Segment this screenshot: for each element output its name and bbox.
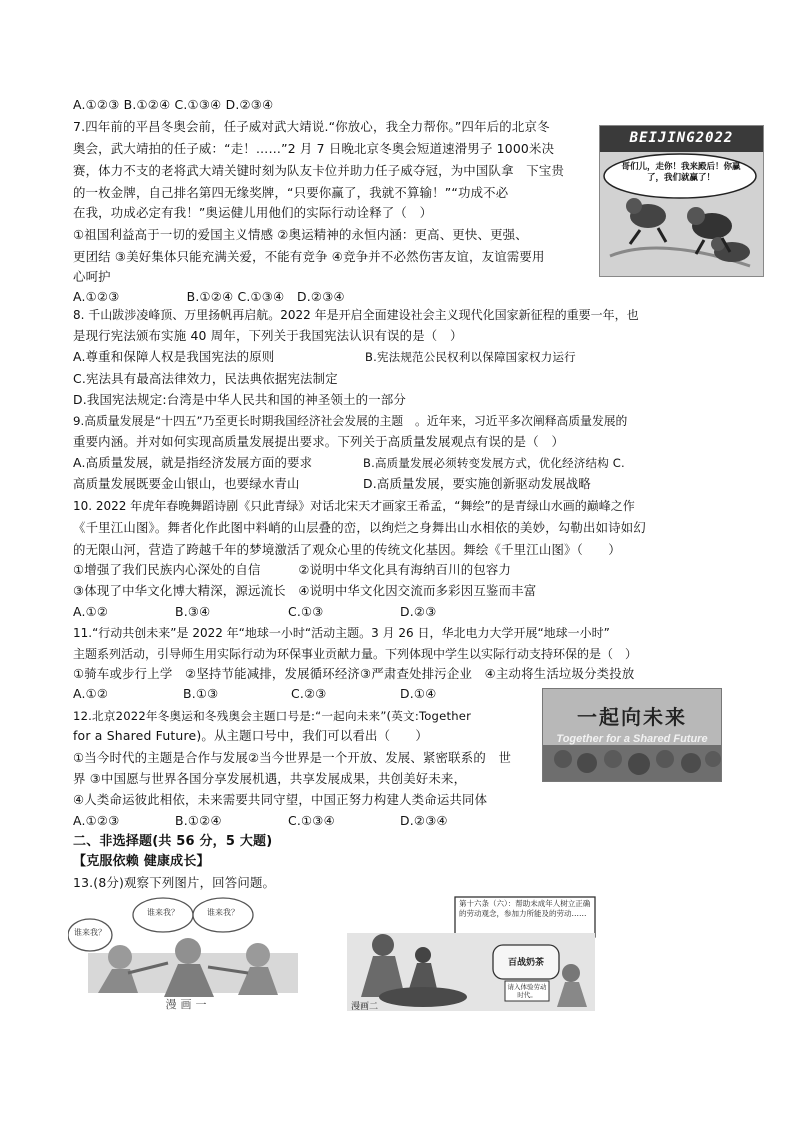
- q12-banner-image: [542, 688, 722, 782]
- q10-option-a: A.①②: [73, 604, 109, 619]
- q9-line: 重要内涵。并对如何实现高质量发展提出要求。下列关于高质量发展观点有误的是（ ）: [73, 434, 565, 449]
- q10-option-b: B.③④: [175, 604, 211, 619]
- q11-line: ①骑车或步行上学 ②坚持节能减排，发展循环经济③严肃查处排污企业 ④主动将生活垃圾分类投放: [73, 666, 635, 681]
- section-heading: 二、非选择题(共 56 分，5 大题): [73, 834, 273, 849]
- q8-option-b: B.宪法规范公民权利以保障国家权力运行: [365, 350, 576, 364]
- cartoon-two-note: 第十六条（六）：帮助未成年人树立正确的劳动观念，参加力所能及的劳动……: [459, 899, 591, 918]
- q9-option-c: 高质量发展既要金山银山，也要绿水青山: [73, 476, 300, 491]
- q11-option-c: C.②③: [291, 686, 327, 701]
- cartoon-two-sign: 百战奶茶: [507, 958, 544, 968]
- q10-line: ①增强了我们民族内心深处的自信 ②说明中华文化具有海纳百川的包容力: [73, 562, 512, 577]
- q12-line: ①当今时代的主题是合作与发展②当今世界是一个开放、发展、紧密联系的 世: [73, 750, 512, 765]
- q11-option-a: A.①②: [73, 686, 109, 701]
- q6-options: A.①②③ B.①②④ C.①③④ D.②③④: [73, 97, 274, 112]
- q9-option-b: B.高质量发展必须转变发展方式，优化经济结构 C.: [363, 456, 625, 470]
- q11-line: 主题系列活动，引导师生用实际行动为环保事业贡献力量。下列体现中学生以实际行动支持环保的是（ ）: [73, 647, 638, 661]
- q8-line: 是现行宪法颁布实施 40 周年，下列关于我国宪法认识有误的是（ ）: [73, 328, 463, 343]
- cartoon-two-board: 请入体验劳动时代。: [507, 983, 547, 999]
- q7-line: 更团结 ③美好集体只能充满关爱，不能有竞争 ④竞争并不必然伤害友谊，友谊需要用: [73, 249, 545, 264]
- q7-line: 奥会，武大靖拍的任子威：“走！……”2 月 7 日晚北京冬奥会短道速滑男子 1000米决: [73, 141, 555, 156]
- banner-slogan-en: Together for a Shared Future: [556, 733, 708, 745]
- q9-line: 9.高质量发展是“十四五”乃至更长时期我国经济社会发展的主题 。近年来，习近平多次阐释高质量发展的: [73, 414, 628, 428]
- q10-option-d: D.②③: [400, 604, 437, 619]
- q11-option-b: B.①③: [183, 686, 219, 701]
- q12-line: 界 ③中国愿与世界各国分享发展机遇，共享发展成果，共创美好未来，: [73, 771, 467, 786]
- cartoon-one-caption: 漫画一: [165, 998, 211, 1011]
- cartoon-speech-bubble: 哥们儿，走你！我来殿后！你赢了，我们就赢了！: [621, 162, 741, 183]
- section-subheading: 【克服依赖 健康成长】: [73, 854, 210, 869]
- q8-line: 8. 千山跋涉凌峰顶、万里扬帆再启航。2022 年是开启全面建设社会主义现代化国家新征程的重要一年，也: [73, 308, 639, 322]
- q10-line: 《千里江山图》。舞者化作此图中料峭的山层叠的峦，以绚烂之身舞出山水相依的美妙，勾勒出如诗如幻: [73, 520, 646, 535]
- q12-option-a: A.①②③: [73, 813, 120, 828]
- q8-option-c: C.宪法具有最高法律效力，民法典依据宪法制定: [73, 371, 338, 386]
- q8-option-d: D.我国宪法规定:台湾是中华人民共和国的神圣领土的一部分: [73, 392, 407, 407]
- q7-line: ①祖国利益高于一切的爱国主义情感 ②奥运精神的永恒内涵：更高、更快、更强、: [73, 227, 528, 242]
- q12-line: for a Shared Future)。从主题口号中，我们可以看出（ ）: [73, 728, 428, 743]
- q7-line: 在我，功成必定有我！”奥运健儿用他们的实际行动诠释了（ ）: [73, 205, 433, 220]
- q7-line: 赛，体力不支的老将武大靖关键时刻为队友卡位并助力任子威夺冠，为中国队拿 下宝贵: [73, 163, 565, 178]
- q7-cartoon: [599, 125, 764, 277]
- banner-slogan-cn: 一起向未来: [577, 705, 687, 729]
- q10-line: 的无限山河，营造了跨越千年的梦境激活了观众心里的传统文化基因。舞绘《千里江山图》（ ）: [73, 542, 621, 557]
- cartoon-one-bubble: 谁来我？: [147, 908, 179, 917]
- q12-option-c: C.①③④: [288, 813, 335, 828]
- q10-option-c: C.①③: [288, 604, 324, 619]
- cartoon-two: [343, 893, 599, 1015]
- q10-line: ③体现了中华文化博大精深，源远流长 ④说明中华文化因交流而多彩因互鉴而丰富: [73, 583, 537, 598]
- q11-line: 11.“行动共创未来”是 2022 年“地球一小时“活动主题。3 月 26 日，华北电力大学开展“地球一小时”: [73, 626, 610, 640]
- q7-line: 7.四年前的平昌冬奥会前，任子威对武大靖说.“你放心，我全力帮你。”四年后的北京冬: [73, 119, 550, 134]
- q11-option-d: D.①④: [400, 686, 437, 701]
- q12-option-d: D.②③④: [400, 813, 448, 828]
- cartoon-two-caption: 漫画二: [351, 1002, 379, 1012]
- q7-line: 心呵护: [73, 269, 111, 284]
- q12-option-b: B.①②④: [175, 813, 222, 828]
- cartoon-one: [68, 893, 318, 1015]
- q10-line: 10. 2022 年虎年春晚舞蹈诗剧《只此青绿》对话北宋天才画家王希孟，“舞绘”的是青绿山水画的巅峰之作: [73, 499, 635, 513]
- cartoon-title: BEIJING2022: [629, 130, 734, 146]
- q8-option-a: A.尊重和保障人权是我国宪法的原则: [73, 349, 275, 364]
- q7-line: 的一枚金牌，自己排名第四无缘奖牌，“只要你赢了，我就不算输！”“功成不必: [73, 185, 509, 200]
- q13-prompt: 13.(8分)观察下列图片，回答问题。: [73, 875, 276, 890]
- q12-line: ④人类命运彼此相依，未来需要共同守望，中国正努力构建人类命运共同体: [73, 792, 488, 807]
- q9-option-a: A.高质量发展，就是指经济发展方面的要求: [73, 455, 313, 470]
- cartoon-one-bubble: 谁来我？: [207, 908, 239, 917]
- q12-line: 12.北京2022年冬奥运和冬残奥会主题口号是:“一起向未来”(英文:Together: [73, 709, 472, 723]
- cartoon-one-bubble: 谁来我？: [74, 928, 106, 937]
- skaters-illustration: [600, 126, 763, 276]
- q7-options: A.①②③ B.①②④ C.①③④ D.②③④: [73, 289, 345, 304]
- q9-option-d: D.高质量发展，要实施创新驱动发展战略: [363, 476, 591, 491]
